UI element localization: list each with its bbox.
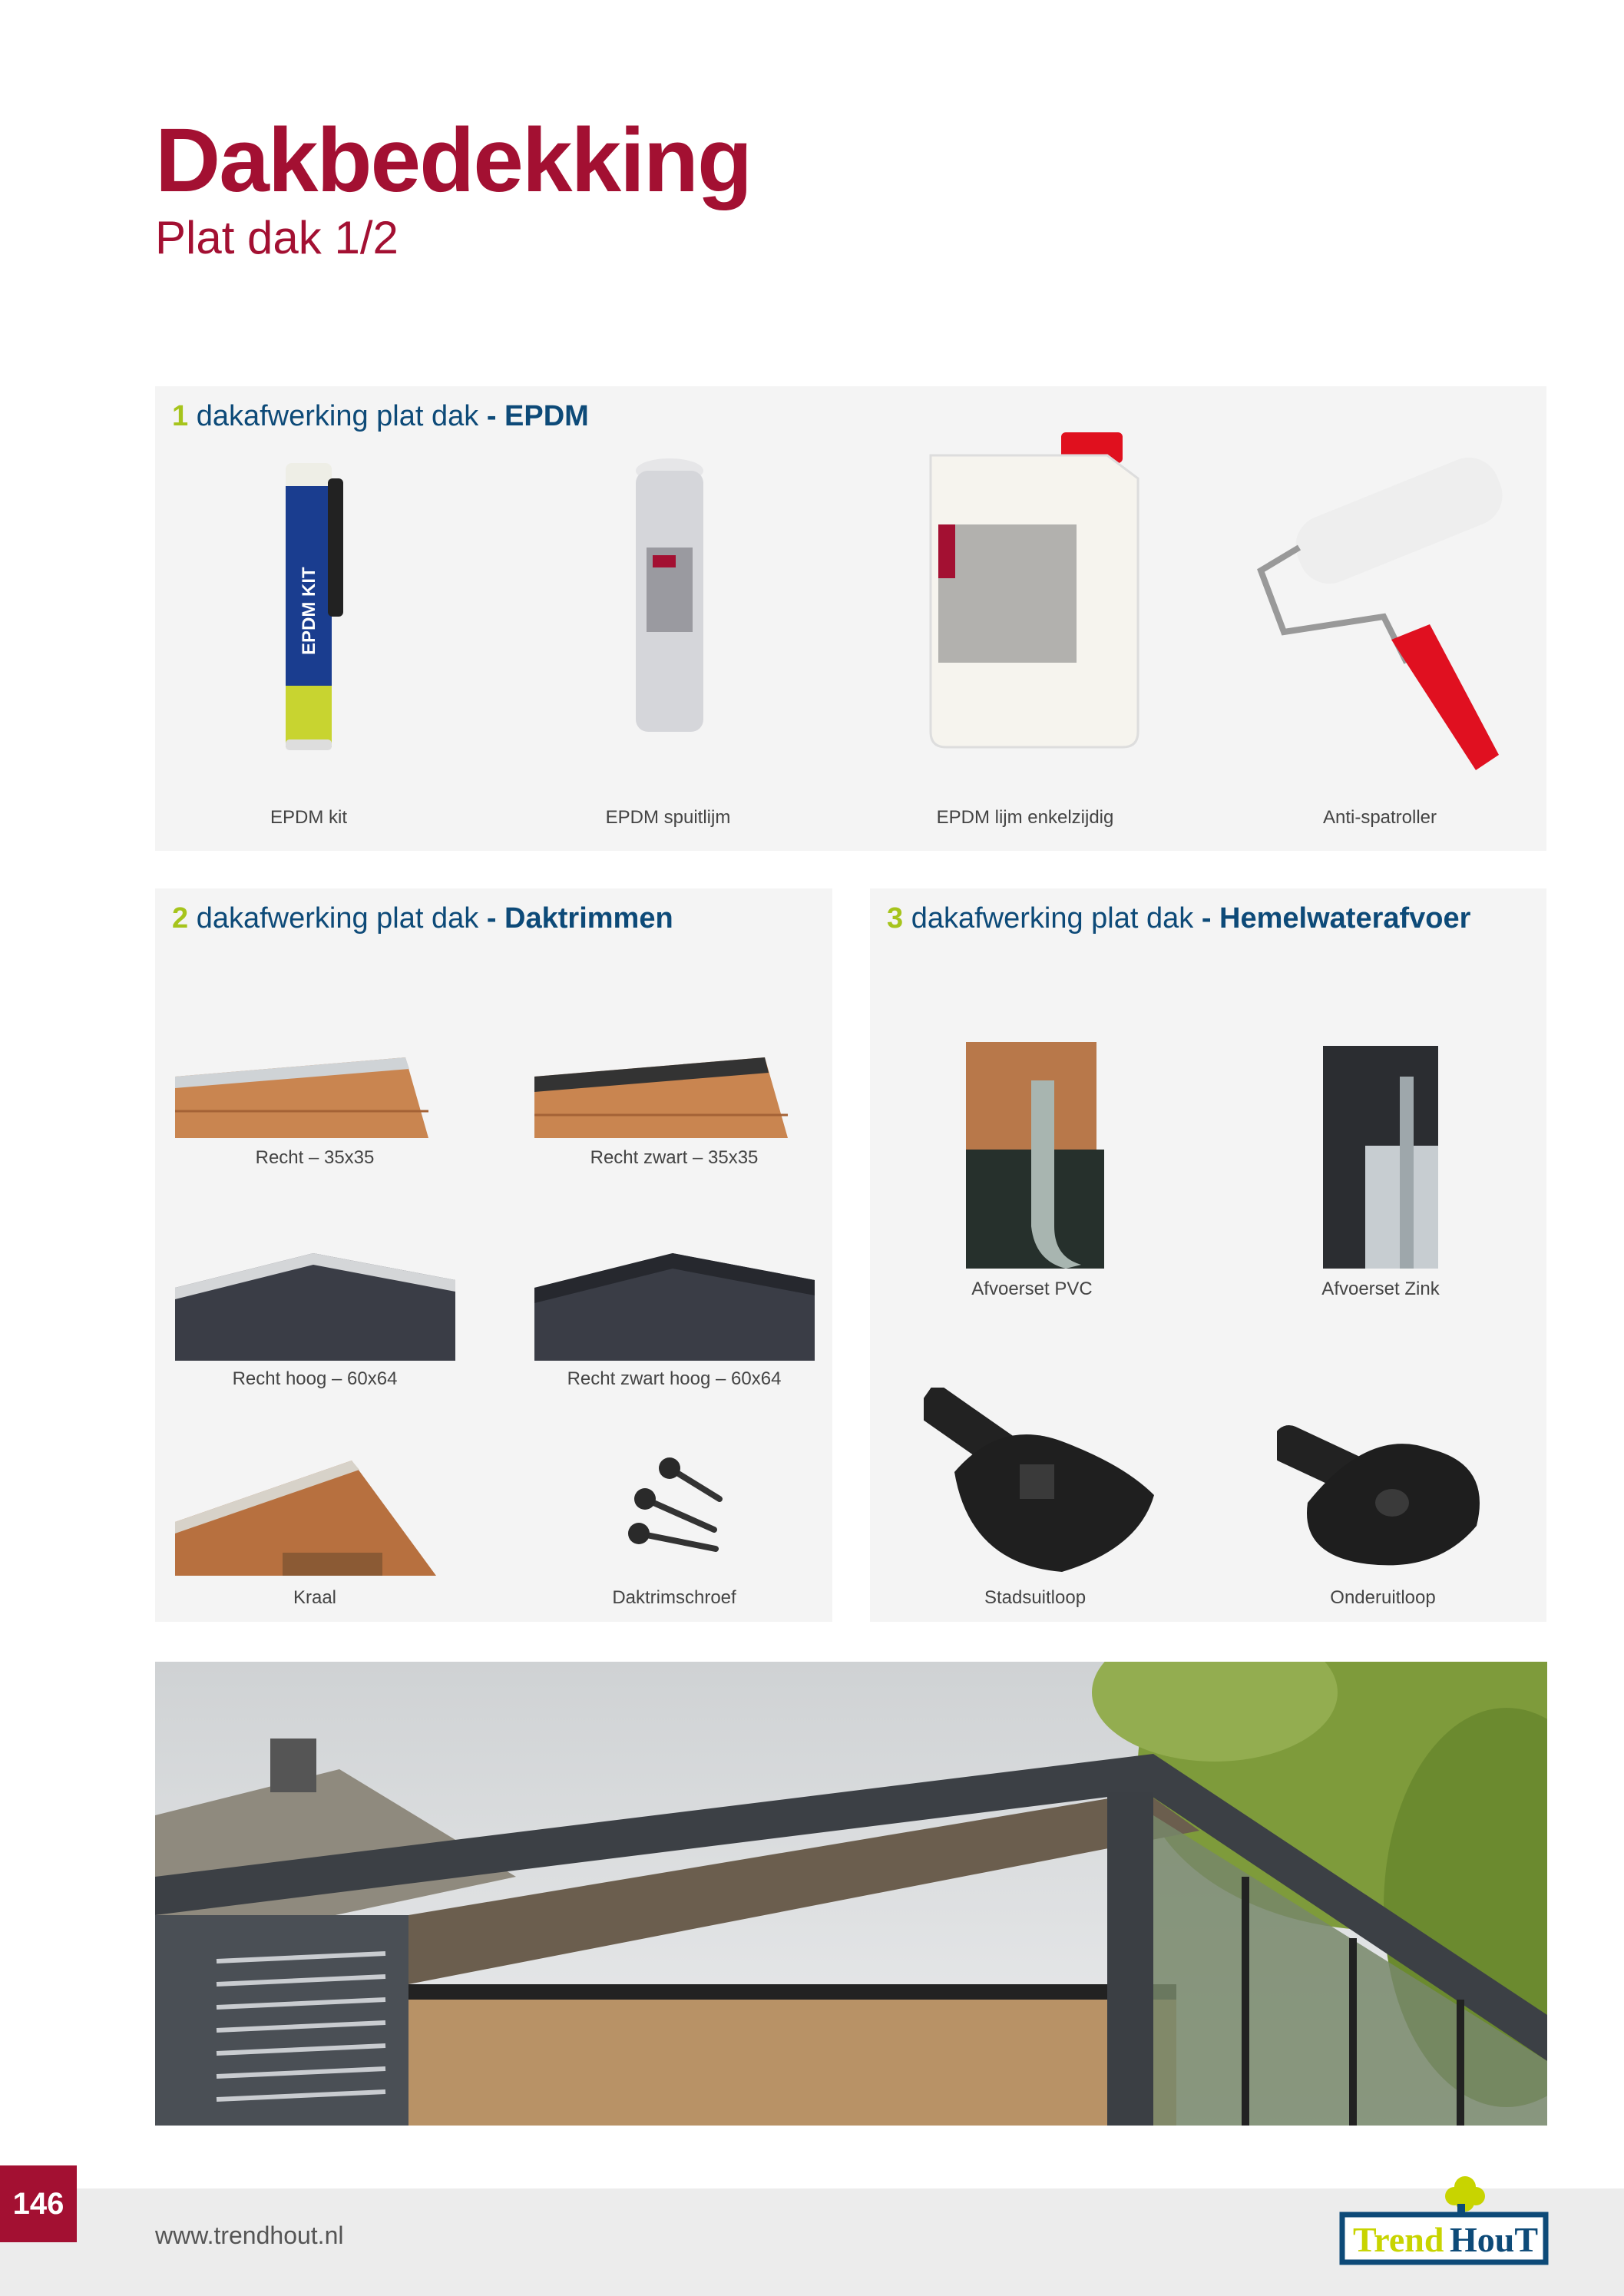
anti-spatroller-image [1253,455,1530,778]
page-subtitle: Plat dak 1/2 [155,212,399,263]
logo-text-trend: Trend [1353,2220,1444,2259]
section-number: 1 [172,400,189,432]
afvoerset-zink-image [1323,1046,1438,1269]
epdm-kit-tube-label: EPDM KIT [299,567,319,655]
section-prefix: dakafwerking plat dak [196,400,479,432]
daktrimschroef-image [623,1453,731,1572]
section-prefix: dakafwerking plat dak [911,902,1194,935]
website-link[interactable]: www.trendhout.nl [155,2222,344,2249]
afvoerset-pvc-label: Afvoerset PVC [971,1279,1093,1299]
section-sep: - [1193,902,1220,935]
section-daktrimmen-heading [172,902,673,935]
trim-kraal-image [175,1461,436,1576]
trim-recht-zwart-label: Recht zwart – 35x35 [590,1147,759,1168]
trim-recht-image [175,1042,428,1138]
section-prefix: dakafwerking plat dak [196,902,479,935]
section-daktrimmen [155,888,832,1622]
page-title: Dakbedekking [155,110,752,211]
trim-recht-zwart-image [534,1042,788,1138]
epdm-lijm-label: EPDM lijm enkelzijdig [936,807,1114,828]
section-sep: - [478,400,505,432]
section-topic: Daktrimmen [504,902,673,935]
trim-recht-hoog-image [175,1249,455,1361]
epdm-spuitlijm-label: EPDM spuitlijm [605,807,731,828]
section-hemelwaterafvoer [870,888,1546,1622]
trim-recht-zwart-hoog-image [534,1249,815,1361]
veranda-photo [155,1662,1547,2126]
onderuitloop-image [1277,1418,1492,1572]
epdm-spuitlijm-image [631,455,708,747]
afvoerset-zink-label: Afvoerset Zink [1321,1279,1440,1299]
onderuitloop-label: Onderuitloop [1330,1587,1436,1608]
afvoerset-pvc-image [966,1042,1104,1269]
daktrimschroef-label: Daktrimschroef [612,1587,736,1608]
epdm-kit-image [263,455,355,755]
trim-recht-zwart-hoog-label: Recht zwart hoog – 60x64 [567,1368,782,1389]
anti-spatroller-label: Anti-spatroller [1322,807,1437,828]
page-number: 146 [0,2165,77,2242]
section-epdm [155,386,1546,851]
trim-recht-label: Recht – 35x35 [255,1147,375,1168]
trim-kraal-label: Kraal [293,1587,337,1608]
trendhout-logo [1335,2165,1553,2273]
section-sep: - [478,902,505,935]
section-hemelwaterafvoer-heading [887,902,1470,935]
section-epdm-heading [172,400,589,433]
trim-recht-hoog-label: Recht hoog – 60x64 [232,1368,398,1389]
section-topic: EPDM [504,400,589,432]
section-topic: Hemelwaterafvoer [1219,902,1471,935]
stadsuitloop-label: Stadsuitloop [984,1587,1087,1608]
logo-text-hout: HouT [1450,2220,1539,2259]
epdm-lijm-image [908,432,1153,755]
stadsuitloop-image [924,1388,1162,1580]
section-number: 3 [887,902,904,935]
section-number: 2 [172,902,189,935]
epdm-kit-label: EPDM kit [270,807,348,828]
